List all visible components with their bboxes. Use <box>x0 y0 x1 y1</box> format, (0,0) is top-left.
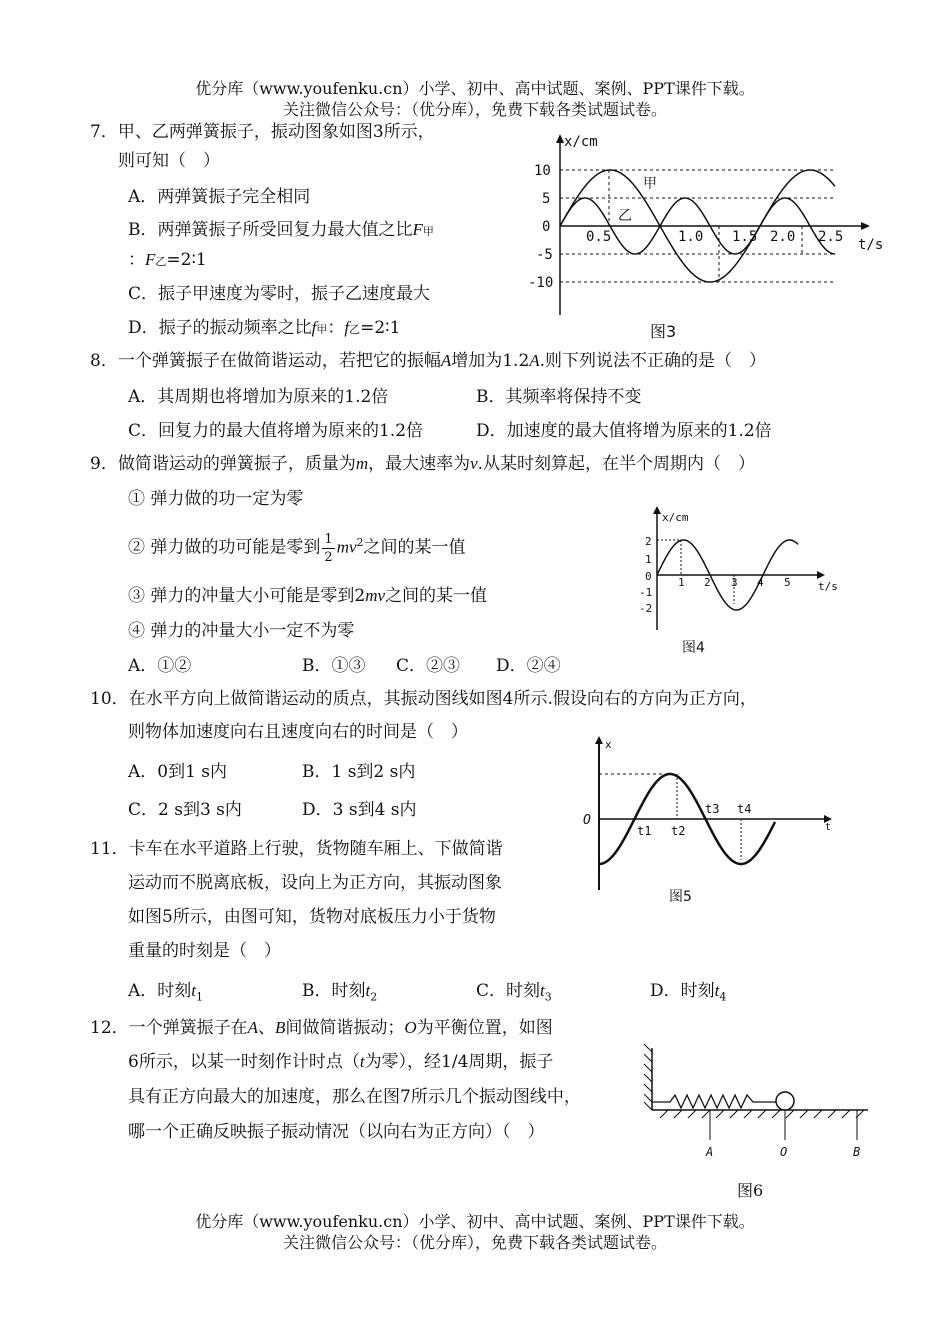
fig4-xtick-1: 1 <box>678 576 685 589</box>
q11-option-c: C．时刻$t_3$ <box>476 981 552 1004</box>
fig3-y-label: x/cm <box>564 134 598 150</box>
q8-option-a: A．其周期也将增加为原来的1.2倍 <box>128 387 389 407</box>
q7-option-b-line-2: ：F乙=2∶1 <box>128 250 207 270</box>
fig3-ytick-neg5: -5 <box>536 247 553 263</box>
footer-line-2: 关注微信公众号：（优分库），免费下载各类试题试卷。 <box>282 1233 667 1252</box>
q10-option-b: B．1 s到2 s内 <box>302 762 416 782</box>
q9-statement-3: ③ 弹力的冲量大小可能是零到2mv之间的某一值 <box>128 586 488 606</box>
q7-option-b-line-1: B．两弹簧振子所受回复力最大值之比F甲 <box>128 220 434 240</box>
fig4-xtick-4: 4 <box>757 576 764 589</box>
q12-stem-line-1: 12．一个弹簧振子在A、B间做简谐振动；O为平衡位置，如图 <box>90 1018 553 1038</box>
q8-option-c: C．回复力的最大值将增为原来的1.2倍 <box>128 421 424 441</box>
fig3-xtick-0-5: 0.5 <box>586 229 612 245</box>
q9-statement-1: ① 弹力做的功一定为零 <box>128 489 304 509</box>
q7-stem-line-1: 7．甲、乙两弹簧振子，振动图象如图3所示， <box>90 122 435 142</box>
fig4-ytick-0: 0 <box>645 570 652 583</box>
q12-stem-line-2: 6所示，以某一时刻作计时点（t为零），经1/4周期，振子 <box>128 1052 554 1072</box>
fig4-ytick-1: 1 <box>645 553 652 566</box>
q9-option-c: C．②③ <box>396 656 461 676</box>
q11-option-d: D．时刻$t_4$ <box>650 981 727 1004</box>
fig6-label-a: A <box>706 1145 714 1159</box>
fig6-floor-hatch <box>660 1110 864 1118</box>
q8-option-d: D．加速度的最大值将增为原来的1.2倍 <box>476 421 772 441</box>
q9-statement-2: ② 弹力做的功可能是零到 $\frac{1}{2}$ $mv^2$之间的某一值 <box>128 531 466 565</box>
fig3-caption: 图3 <box>650 322 677 341</box>
q11-option-b: B．时刻$t_2$ <box>302 981 378 1004</box>
q11-stem-line-4: 重量的时刻是（ ） <box>128 941 281 961</box>
q10-option-c: C．2 s到3 s内 <box>128 800 242 820</box>
fig5-caption: 图5 <box>669 889 692 905</box>
q8-stem: 8．一个弹簧振子在做简谐运动，若把它的振幅A增加为1.2A.则下列说法不正确的是（ ） <box>90 351 767 371</box>
fig5-y-arrow <box>595 736 603 744</box>
fig4-xtick-5: 5 <box>784 576 791 589</box>
q7-option-c: C．振子甲速度为零时，振子乙速度最大 <box>128 284 431 304</box>
fig3-y-arrow <box>556 134 564 143</box>
q12-stem-line-4: 哪一个正确反映振子振动情况（以向右为正方向）（ ） <box>128 1122 545 1142</box>
figure-3 <box>520 130 900 345</box>
fig3-x-arrow <box>861 222 870 230</box>
fig3-xtick-1-5: 1.5 <box>732 229 758 245</box>
fig4-x-label: t/s <box>818 580 838 593</box>
fig5-t1-label: t1 <box>637 824 652 838</box>
q9-fraction-half: $\frac{1}{2}$ <box>324 531 333 565</box>
fig4-ytick-2: 2 <box>645 535 652 548</box>
figure-6 <box>640 1040 880 1205</box>
fig5-y-label: x <box>605 738 612 751</box>
footer-line-1: 优分库（www.youfenku.cn）小学、初中、高中试题、案例、PPT课件下载。 <box>195 1212 755 1231</box>
q11-stem-line-1: 11．卡车在水平道路上行驶，货物随车厢上、下做简谐 <box>90 839 503 859</box>
q10-stem-line-1: 10．在水平方向上做简谐运动的质点，其振动图线如图4所示.假设向右的方向为正方向， <box>90 689 757 709</box>
fig6-label-o: O <box>780 1145 788 1159</box>
fig4-ytick-neg2: -2 <box>639 602 653 615</box>
fig4-xtick-3: 3 <box>731 576 738 589</box>
fig5-x-label: t <box>825 822 832 833</box>
q11-stem-line-2: 运动而不脱离底板，设向上为正方向，其振动图象 <box>128 873 502 893</box>
fig6-spring <box>652 1095 776 1108</box>
fig4-ytick-neg1: -1 <box>639 586 653 599</box>
fig5-origin-label: O <box>583 813 591 828</box>
figure-4 <box>620 500 850 665</box>
fig3-label-jia: 甲 <box>643 176 657 192</box>
q9-statement-4: ④ 弹力的冲量大小一定不为零 <box>128 621 355 641</box>
fig3-ytick-0: 0 <box>542 219 551 235</box>
fig6-wall-hatch <box>644 1044 652 1110</box>
fig5-t4-label: t4 <box>737 802 752 816</box>
fig6-label-b: B <box>853 1145 861 1159</box>
q11-stem-line-3: 如图5所示，由图可知，货物对底板压力小于货物 <box>128 907 496 927</box>
q10-option-a: A．0到1 s内 <box>128 762 228 782</box>
q11-option-a: A．时刻$t_1$ <box>128 981 204 1004</box>
q7-option-d: D．振子的振动频率之比f甲：f乙=2∶1 <box>128 318 401 338</box>
fig4-y-arrow <box>653 506 661 514</box>
fig4-x-arrow <box>817 571 825 579</box>
q7-stem-line-2: 则可知（ ） <box>118 151 220 171</box>
q10-option-d: D．3 s到4 s内 <box>302 800 417 820</box>
fig6-caption: 图6 <box>737 1181 764 1200</box>
fig3-x-label: t/s <box>858 237 884 253</box>
fig5-t3-label: t3 <box>705 802 720 816</box>
header-line-2: 关注微信公众号：（优分库），免费下载各类试题试卷。 <box>282 100 667 119</box>
q9-option-d: D．②④ <box>496 656 561 676</box>
fig3-label-yi: 乙 <box>618 208 632 224</box>
fig5-t2-label: t2 <box>671 824 686 838</box>
fig4-xtick-2: 2 <box>704 576 711 589</box>
fig3-ytick-10: 10 <box>534 163 551 179</box>
fig6-ball <box>776 1092 794 1110</box>
fig4-y-label: x/cm <box>662 511 689 524</box>
q8-option-b: B．其频率将保持不变 <box>476 387 642 407</box>
q12-stem-line-3: 具有正方向最大的加速度，那么在图7所示几个振动图线中， <box>128 1087 581 1107</box>
q9-stem: 9．做简谐运动的弹簧振子，质量为m，最大速率为v.从某时刻算起，在半个周期内（ ） <box>90 454 756 474</box>
q7-option-a: A．两弹簧振子完全相同 <box>128 187 311 207</box>
fig3-ytick-neg10: -10 <box>528 275 554 291</box>
figure-5 <box>575 730 845 910</box>
q9-option-a: A．①② <box>128 656 192 676</box>
fig3-ytick-5: 5 <box>542 191 551 207</box>
q10-stem-line-2: 则物体加速度向右且速度向右的时间是（ ） <box>128 722 468 742</box>
q9-option-b: B．①③ <box>302 656 366 676</box>
fig3-xtick-1-0: 1.0 <box>678 229 704 245</box>
fig3-xtick-2-0: 2.0 <box>770 229 796 245</box>
fig3-xtick-2-5: 2.5 <box>818 229 844 245</box>
fig4-caption: 图4 <box>682 640 705 656</box>
header-line-1: 优分库（www.youfenku.cn）小学、初中、高中试题、案例、PPT课件下载。 <box>195 79 755 98</box>
